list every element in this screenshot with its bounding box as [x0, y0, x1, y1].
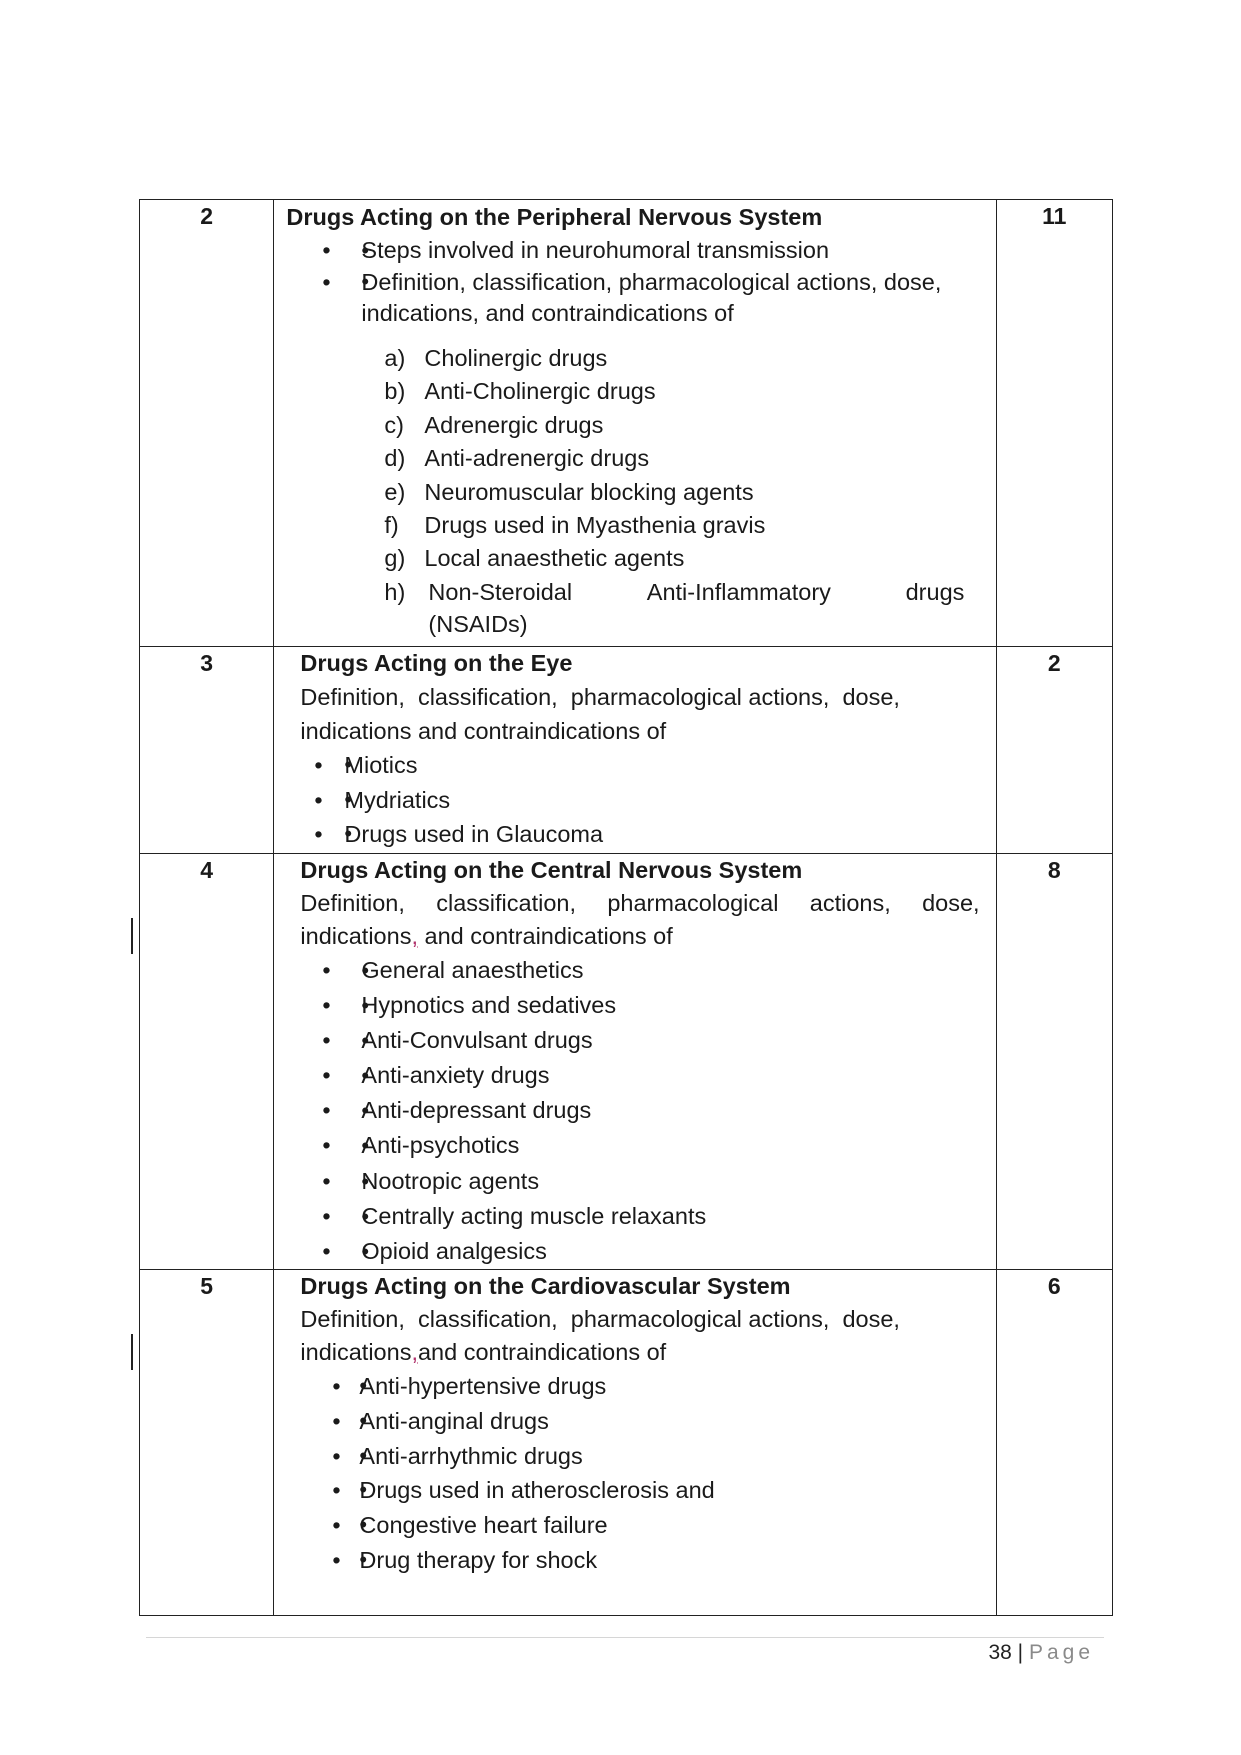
table-row [140, 200, 1113, 647]
list-item: f) Drugs used in Myasthenia gravis [384, 512, 766, 539]
list-item: • • Congestive heart failure [300, 1508, 995, 1543]
unit-hours: 2 [996, 647, 1112, 854]
list-item: e) Neuromuscular blocking agents [384, 478, 754, 505]
list-item: h) Non-Steroidal Anti-Inflammatory drugs (NSAIDs) [384, 578, 965, 637]
list-item: • • Anti-hypertensive drugs [300, 1369, 995, 1404]
unit-number: 2 [140, 200, 274, 647]
list-item: • • Steps involved in neurohumoral transmission [286, 234, 995, 267]
list-item: • • Anti-Convulsant drugs [300, 1023, 979, 1058]
list-item: • • Mydriatics [300, 783, 995, 818]
unit-number: 4 [140, 854, 274, 1270]
list-item: b) Anti-Cholinergic drugs [384, 378, 656, 405]
page-label: Page [1028, 1641, 1094, 1664]
list-item: • • Centrally acting muscle relaxants [300, 1199, 979, 1234]
list-item: • • Hypnotics and sedatives [300, 988, 979, 1023]
unit-intro: Definition, classification, pharmacological actions, dose, [300, 684, 900, 710]
unit-intro: Definition, classification, pharmacological actions, dose, [300, 890, 980, 916]
list-item: • • Opioid analgesics [300, 1234, 979, 1269]
unit-topics [274, 1270, 996, 1616]
unit-number: 3 [140, 647, 274, 854]
revision-bar [131, 918, 133, 954]
unit-intro: indications, and contraindications of [300, 923, 673, 949]
revision-bar [131, 1334, 133, 1370]
list-item: • • Drug therapy for shock [300, 1543, 995, 1578]
unit-intro: Definition, classification, pharmacological actions, dose, [300, 1306, 900, 1332]
page-number: 38 [988, 1641, 1012, 1664]
unit-topics [274, 200, 996, 647]
list-item: • • Definition, classification, pharmacological actions, dose, indications, and contraindications of [286, 267, 995, 328]
footer-separator: | [1017, 1641, 1024, 1664]
list-item: d) Anti-adrenergic drugs [384, 445, 650, 472]
list-item: • • Nootropic agents [300, 1164, 979, 1199]
unit-title: Drugs Acting on the Peripheral Nervous System [286, 204, 823, 230]
unit-hours: 11 [996, 200, 1112, 647]
tracked-comma: , [411, 923, 418, 949]
table-row [140, 1270, 1113, 1616]
unit-topics [274, 647, 996, 854]
list-item: • • Drugs used in Glaucoma [300, 817, 995, 852]
list-item: • • Anti-arrhythmic drugs [300, 1439, 995, 1474]
unit-hours: 8 [996, 854, 1112, 1270]
unit-title: Drugs Acting on the Eye [300, 650, 573, 676]
unit-topics [274, 854, 996, 1270]
list-item: a) Cholinergic drugs [384, 345, 608, 371]
unit-hours: 6 [996, 1270, 1112, 1616]
syllabus-table [139, 199, 1113, 1616]
unit-intro: indications,and contraindications of [300, 1339, 667, 1365]
tracked-comma: , [411, 1339, 418, 1365]
list-item: • • Miotics [300, 748, 995, 783]
unit-title: Drugs Acting on the Cardiovascular System [300, 1273, 791, 1299]
unit-intro: indications and contraindications of [300, 718, 667, 744]
unit-number: 5 [140, 1270, 274, 1616]
list-item: • • Anti-anxiety drugs [300, 1058, 979, 1093]
list-item: • • Anti-depressant drugs [300, 1093, 979, 1128]
list-item: c) Adrenergic drugs [384, 411, 604, 438]
unit-title: Drugs Acting on the Central Nervous System [300, 857, 803, 883]
footer-divider [146, 1637, 1104, 1638]
table-row [140, 854, 1113, 1270]
list-item: g) Local anaesthetic agents [384, 545, 685, 572]
table-row [140, 647, 1113, 854]
list-item: • • Anti-anginal drugs [300, 1404, 995, 1439]
list-item: • • Anti-psychotics [300, 1128, 979, 1163]
list-item: • • Drugs used in atherosclerosis and [300, 1473, 995, 1508]
list-item: • • General anaesthetics [300, 953, 979, 988]
page-footer [988, 1641, 1094, 1665]
